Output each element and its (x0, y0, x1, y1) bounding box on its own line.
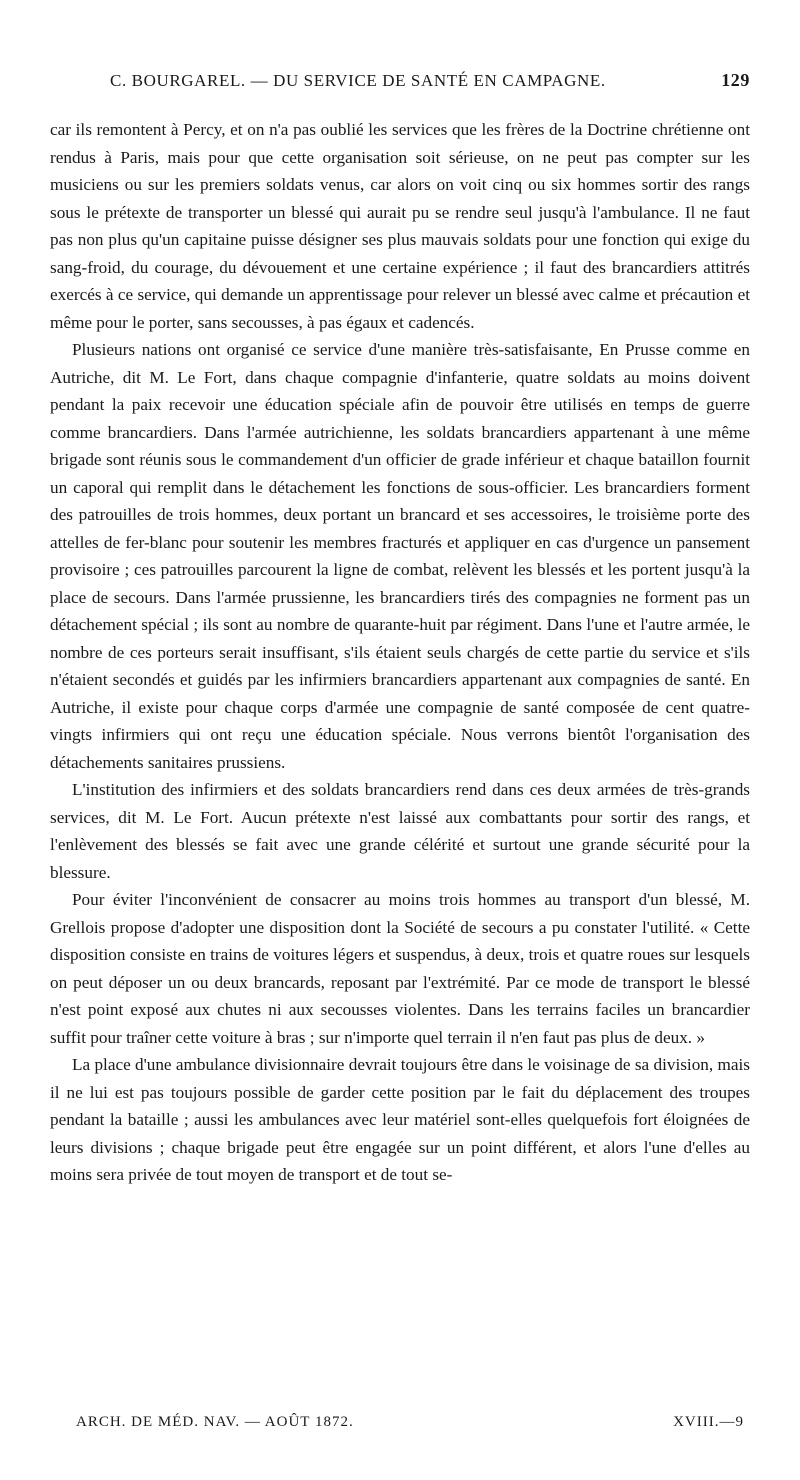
footer-signature: XVIII.—9 (673, 1414, 744, 1430)
running-title: C. BOURGAREL. — DU SERVICE DE SANTÉ EN CAMPAGNE. (110, 71, 606, 90)
page-footer (50, 1414, 750, 1431)
paragraph-5: La place d'une ambulance divisionnaire devrait toujours être dans le voisinage de sa division, mais il ne lui est pas toujours possible de garder cette position par le fait du déplacement des troupes pendant la bataille ; aussi les ambulances avec leur matériel sont-elles quelquefois fort éloignées de leurs divisions ; chaque brigade peut être engagée sur un point différent, et alors l'une d'elles au moins sera privée de tout moyen de transport et de tout se- (50, 1055, 750, 1184)
body-text (50, 116, 750, 1189)
page-number: 129 (721, 70, 750, 90)
footer-journal: ARCH. DE MÉD. NAV. — AOÛT 1872. (76, 1414, 354, 1430)
paragraph-2: Plusieurs nations ont organisé ce service d'une manière très-satisfaisante, En Prusse comme en Autriche, dit M. Le Fort, dans chaque compagnie d'infanterie, quatre soldats au moins doivent pendant la paix recevoir une éducation spéciale afin de pouvoir être utilisés en temps de guerre comme brancardiers. Dans l'armée autrichienne, les soldats brancardiers appartenant à une même brigade sont réunis sous le commandement d'un officier de grade inférieur et chaque bataillon fournit un caporal qui remplit dans le détachement les fonctions de sous-officier. Les brancardiers forment des patrouilles de trois hommes, deux portant un brancard et ses accessoires, le troisième porte des attelles de fer-blanc pour soutenir les membres fracturés et appliquer en cas d'urgence un pansement provisoire ; ces patrouilles parcourent la ligne de combat, relèvent les blessés et les portent jusqu'à la place de secours. Dans l'armée prussienne, les brancardiers tirés des compagnies ne forment pas un détachement spécial ; ils sont au nombre de quarante-huit par régiment. Dans l'une et l'autre armée, le nombre de ces porteurs serait insuffisant, s'ils étaient seuls chargés de cette partie du service et s'ils n'étaient secondés et guidés par les infirmiers brancardiers appartenant aux compagnies de santé. En Autriche, il existe pour chaque corps d'armée une compagnie de santé composée de cent quatre-vingts infirmiers qui ont reçu une éducation spéciale. Nous verrons bientôt l'organisation des détachements sanitaires prussiens. (50, 340, 750, 772)
document-page (50, 70, 750, 1460)
paragraph-4: Pour éviter l'inconvénient de consacrer au moins trois hommes au transport d'un blessé, M. Grellois propose d'adopter une disposition dont la Société de secours a pu constater l'utilité. « Cette disposition consiste en trains de voitures légers et suspendus, à deux, trois et quatre roues sur lesquels on peut déposer un ou deux brancards, reposant par l'extrémité. Par ce mode de transport le blessé n'est point exposé aux chutes ni aux secousses violentes. Dans les terrains faciles un brancardier suffit pour traîner cette voiture à bras ; sur n'importe quel terrain il n'en faut pas plus de deux. » (50, 890, 750, 1047)
paragraph-3: L'institution des infirmiers et des soldats brancardiers rend dans ces deux armées de très-grands services, dit M. Le Fort. Aucun prétexte n'est laissé aux combattants pour sortir des rangs, et l'enlèvement des blessés se fait avec une grande célérité et surtout une grande sécurité pour la blessure. (50, 780, 750, 882)
paragraph-1: car ils remontent à Percy, et on n'a pas oublié les services que les frères de la Doctrine chrétienne ont rendus à Paris, mais pour que cette organisation soit sérieuse, on ne peut pas compter sur les musiciens ou sur les premiers soldats venus, car alors on voit cinq ou six hommes sortir des rangs sous le prétexte de transporter un blessé qui aurait pu se rendre seul jusqu'à l'ambulance. Il ne faut pas non plus qu'un capitaine puisse désigner ses plus mauvais soldats pour une fonction qui exige du sang-froid, du courage, du dévouement et une certaine expérience ; il faut des brancardiers attitrés exercés à ce service, qui demande un apprentissage pour relever un blessé avec calme et précaution et même pour le porter, sans secousses, à pas égaux et cadencés. (50, 120, 750, 332)
running-head (50, 70, 750, 100)
